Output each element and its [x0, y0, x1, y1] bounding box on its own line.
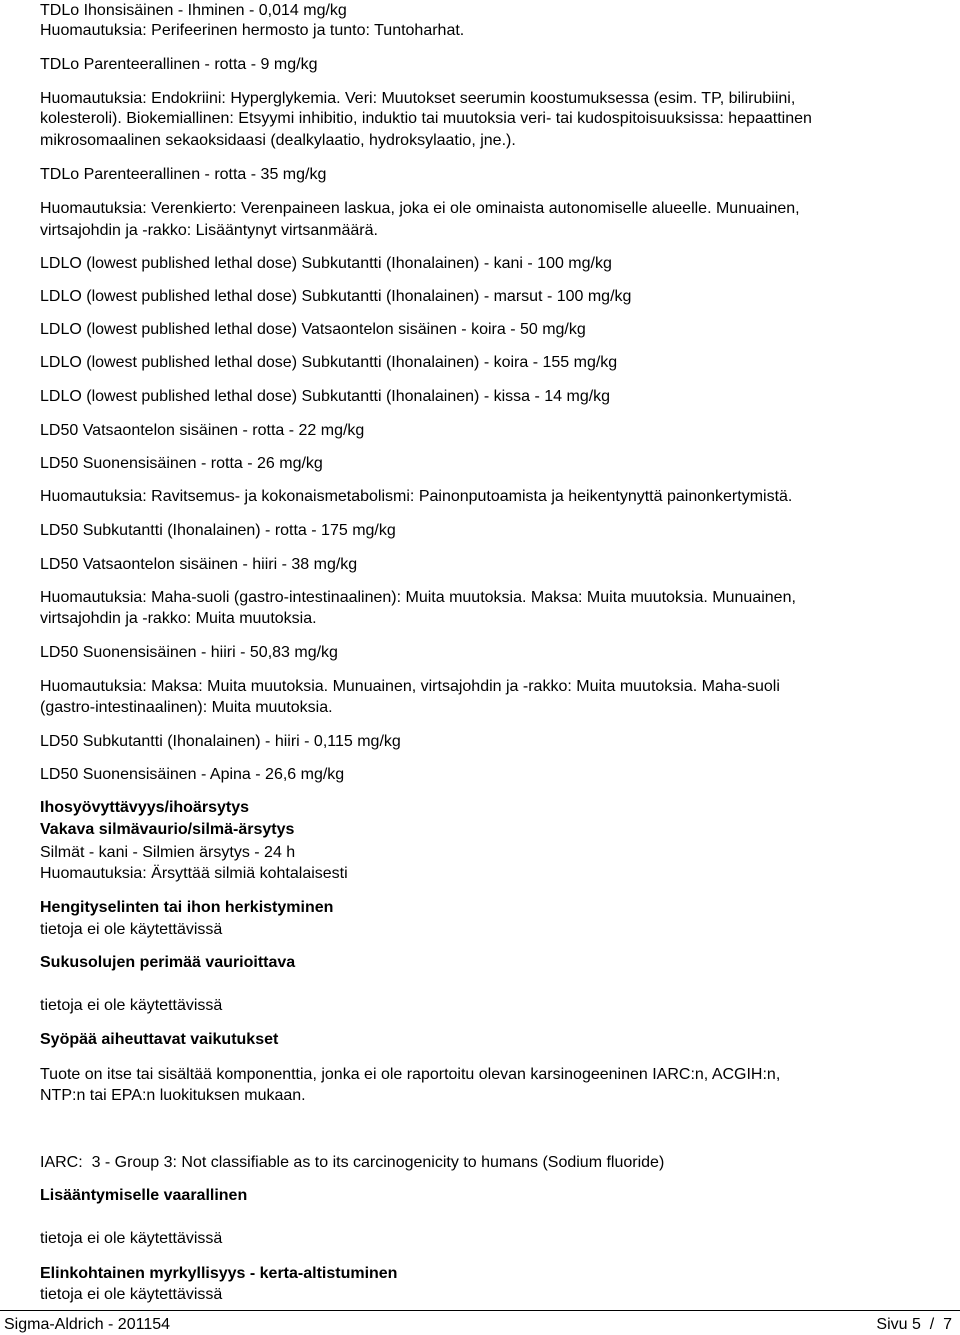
text-line: LD50 Subkutantti (Ihonalainen) - hiiri - 0,115 mg/kg — [40, 733, 401, 750]
text-line: LD50 Subkutantti (Ihonalainen) - rotta - 175 mg/kg — [40, 522, 396, 539]
text-line: LDLO (lowest published lethal dose) Vatsaontelon sisäinen - koira - 50 mg/kg — [40, 321, 586, 338]
footer-source: Sigma-Aldrich - 201154 — [4, 1316, 171, 1333]
text-line: LD50 Suonensisäinen - rotta - 26 mg/kg — [40, 455, 323, 472]
text-line: virtsajohdin ja -rakko: Muita muutoksia. — [40, 610, 317, 627]
text-line: LDLO (lowest published lethal dose) Subkutantti (Ihonalainen) - kani - 100 mg/kg — [40, 255, 612, 272]
text-line: (gastro-intestinaalinen): Muita muutoksia. — [40, 699, 333, 716]
text-line: virtsajohdin ja -rakko: Lisääntynyt virtsanmäärä. — [40, 222, 378, 239]
text-line: Huomautuksia: Perifeerinen hermosto ja tunto: Tuntoharhat. — [40, 22, 465, 39]
text-line: Huomautuksia: Endokriini: Hyperglykemia. Veri: Muutokset seerumin koostumuksessa (esim. TP, bilirubiini, — [40, 90, 796, 107]
section-heading: Syöpää aiheuttavat vaikutukset — [40, 1031, 279, 1048]
text-line: tietoja ei ole käytettävissä — [40, 1230, 223, 1247]
text-line: IARC: 3 - Group 3: Not classifiable as to its carcinogenicity to humans (Sodium fluoride) — [40, 1154, 665, 1171]
section-heading: Vakava silmävaurio/silmä-ärsytys — [40, 821, 295, 838]
text-line: Tuote on itse tai sisältää komponenttia, jonka ei ole raportoitu olevan karsinogeeninen IARC:n, ACGIH:n, — [40, 1066, 781, 1083]
text-line: Silmät - kani - Silmien ärsytys - 24 h — [40, 844, 296, 861]
text-line: kolesteroli). Biokemiallinen: Etsyymi inhibitio, induktio tai muutoksia veri- tai kudospitoisuuksissa: hepaattinen — [40, 110, 812, 127]
text-line: tietoja ei ole käytettävissä — [40, 921, 223, 938]
text-line: LDLO (lowest published lethal dose) Subkutantti (Ihonalainen) - kissa - 14 mg/kg — [40, 388, 611, 405]
text-line: TDLo Ihonsisäinen - Ihminen - 0,014 mg/kg — [40, 2, 347, 19]
text-line: Huomautuksia: Verenkierto: Verenpaineen laskua, joka ei ole ominaista autonomiselle alueelle. Munuainen, — [40, 200, 800, 217]
footer-page-number: Sivu 5 / 7 — [876, 1316, 952, 1333]
section-heading: Elinkohtainen myrkyllisyys - kerta-altistuminen — [40, 1265, 398, 1282]
text-line: Huomautuksia: Ärsyttää silmiä kohtalaisesti — [40, 865, 348, 882]
section-heading: Hengityselinten tai ihon herkistyminen — [40, 899, 334, 916]
section-heading: Ihosyövyttävyys/ihoärsytys — [40, 799, 249, 816]
text-line: Huomautuksia: Ravitsemus- ja kokonaismetabolismi: Painonputoamista ja heikentynyttä painonkertymistä. — [40, 488, 793, 505]
text-line: LD50 Vatsaontelon sisäinen - hiiri - 38 mg/kg — [40, 556, 358, 573]
text-line: Huomautuksia: Maha-suoli (gastro-intestinaalinen): Muita muutoksia. Maksa: Muita muutoksia. Munuainen, — [40, 589, 796, 606]
text-line: TDLo Parenteerallinen - rotta - 35 mg/kg — [40, 166, 327, 183]
text-line: NTP:n tai EPA:n luokituksen mukaan. — [40, 1087, 306, 1104]
section-heading: Sukusolujen perimää vaurioittava — [40, 954, 296, 971]
text-line: tietoja ei ole käytettävissä — [40, 997, 223, 1014]
text-line: LD50 Suonensisäinen - Apina - 26,6 mg/kg — [40, 766, 345, 783]
text-line: tietoja ei ole käytettävissä — [40, 1286, 223, 1303]
section-heading: Lisääntymiselle vaarallinen — [40, 1187, 248, 1204]
footer-divider — [0, 1310, 960, 1311]
text-line: LDLO (lowest published lethal dose) Subkutantti (Ihonalainen) - koira - 155 mg/kg — [40, 354, 618, 371]
text-line: TDLo Parenteerallinen - rotta - 9 mg/kg — [40, 56, 318, 73]
text-line: Huomautuksia: Maksa: Muita muutoksia. Munuainen, virtsajohdin ja -rakko: Muita muutoksia. Maha-suoli — [40, 678, 780, 695]
text-line: LDLO (lowest published lethal dose) Subkutantti (Ihonalainen) - marsut - 100 mg/kg — [40, 288, 632, 305]
text-line: LD50 Suonensisäinen - hiiri - 50,83 mg/kg — [40, 644, 338, 661]
text-line: mikrosomaalinen sekaoksidaasi (dealkylaatio, hydroksylaatio, jne.). — [40, 132, 516, 149]
text-line: LD50 Vatsaontelon sisäinen - rotta - 22 mg/kg — [40, 422, 365, 439]
